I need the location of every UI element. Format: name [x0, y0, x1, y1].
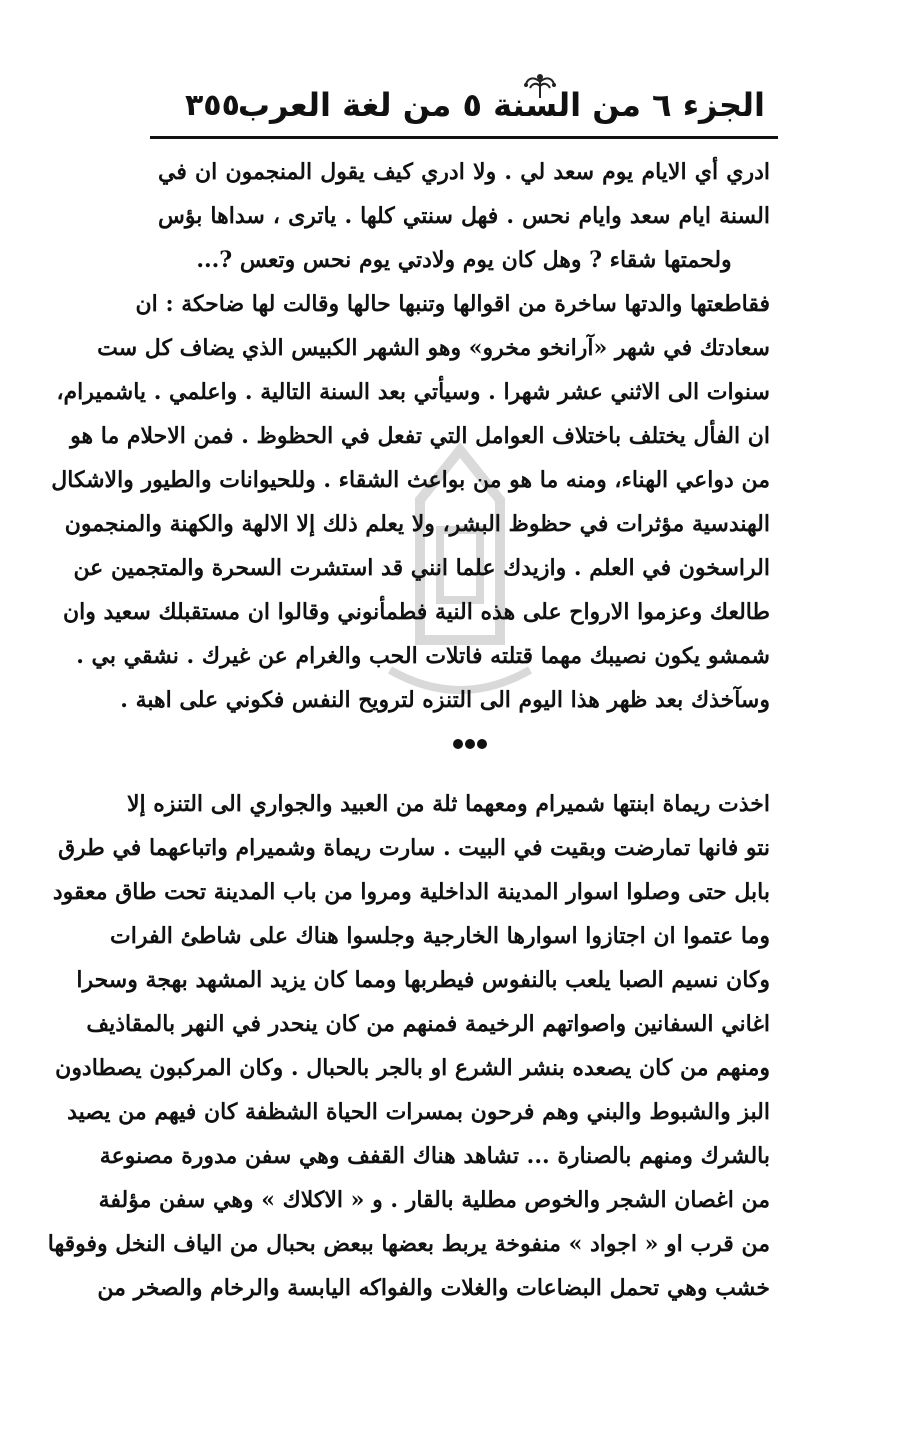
paragraph-1 [158, 150, 770, 282]
text-line: فقاطعتها والدتها ساخرة من اقوالها وتنبها حالها وقالت لها ضاحكة : ان [135, 291, 770, 317]
text-line: شمشو يكون نصيبك مهما قتلته فاتلات الحب والغرام عن غيرك . نشقي بي . [76, 643, 770, 669]
text-line: ومنهم من كان يصعده بنشر الشرع او بالجر بالحبال . وكان المركبون يصطادون [55, 1055, 770, 1081]
text-line: من دواعي الهناء، ومنه ما هو من بواعث الشقاء . وللحيوانات والطيور والاشكال [51, 467, 770, 493]
text-line: نتو فانها تمارضت وبقيت في البيت . سارت ريماة وشميرام واتباعهما في طرق [58, 835, 770, 861]
text-line: وكان نسيم الصبا يلعب بالنفوس فيطربها ومما كان يزيد المشهد بهجة وسحرا [76, 967, 770, 993]
text-line: خشب وهي تحمل البضاعات والغلات والفواكه اليابسة والرخام والصخر من [97, 1275, 770, 1301]
text-line: بالشرك ومنهم بالصنارة ... تشاهد هناك القفف وهي سفن مدورة مصنوعة [99, 1143, 770, 1169]
text-line: الراسخون في العلم . وازيدك علما انني قد استشرت السحرة والمتجمين عن [73, 555, 770, 581]
text-line: من اغصان الشجر والخوص مطلية بالقار . و « الاكلاك » وهي سفن مؤلفة [98, 1187, 770, 1213]
text-line: ادري أي الايام يوم سعد لي . ولا ادري كيف يقول المنجمون ان في [158, 159, 770, 185]
text-line: طالعك وعزموا الارواح على هذه النية فطمأنوني وقالوا ان مستقبلك سعيد وان [63, 599, 770, 625]
text-line: سنوات الى الاثني عشر شهرا . وسيأتي بعد السنة التالية . واعلمي . ياشميرام، [56, 379, 770, 405]
section-separator-icon [450, 736, 490, 752]
paragraph-2 [51, 282, 770, 722]
text-line: ولحمتها شقاء ? وهل كان يوم ولادتي يوم نحس وتعس ?... [196, 247, 732, 273]
text-line: وما عتموا ان اجتازوا اسوارها الخارجية وجلسوا هناك على شاطئ الفرات [110, 923, 770, 949]
paragraph-3 [47, 782, 770, 1310]
text-line: السنة ايام سعد وايام نحس . فهل سنتي كلها . ياترى ، سداها بؤس [158, 203, 770, 229]
text-line: الهندسية مؤثرات في حظوظ البشر، ولا يعلم ذلك إلا الالهة والكهنة والمنجمون [64, 511, 770, 537]
text-line: البز والشبوط والبني وهم فرحون بمسرات الحياة الشظفة كان فيهم من يصيد [67, 1099, 770, 1125]
text-line: ان الفأل يختلف باختلاف العوامل التي تفعل في الحظوظ . فمن الاحلام ما هو [70, 423, 770, 449]
page-number: ٣٥٥ [185, 88, 240, 123]
text-line: من قرب او « اجواد » منفوخة يربط بعضها ببعض بحبال من الياف النخل وفوقها [47, 1231, 770, 1257]
text-line: بابل حتى وصلوا اسوار المدينة الداخلية ومروا من باب المدينة تحت طاق معقود [52, 879, 770, 905]
page-header [185, 72, 765, 132]
text-line: وسآخذك بعد ظهر هذا اليوم الى التنزه لترويح النفس فكوني على اهبة . [120, 687, 770, 713]
text-line: سعادتك في شهر «آرانخو مخرو» وهو الشهر الكبيس الذي يضاف كل ست [97, 335, 770, 361]
text-line: اخذت ريماة ابنتها شميرام ومعهما ثلة من العبيد والجواري الى التنزه إلا [126, 791, 770, 817]
running-title: الجزء ٦ من السنة ٥ من لغة العرب [237, 86, 765, 124]
header-rule [150, 136, 778, 139]
text-line: اغاني السفانين واصواتهم الرخيمة فمنهم من كان ينحدر في النهر بالمقاذيف [86, 1011, 770, 1037]
